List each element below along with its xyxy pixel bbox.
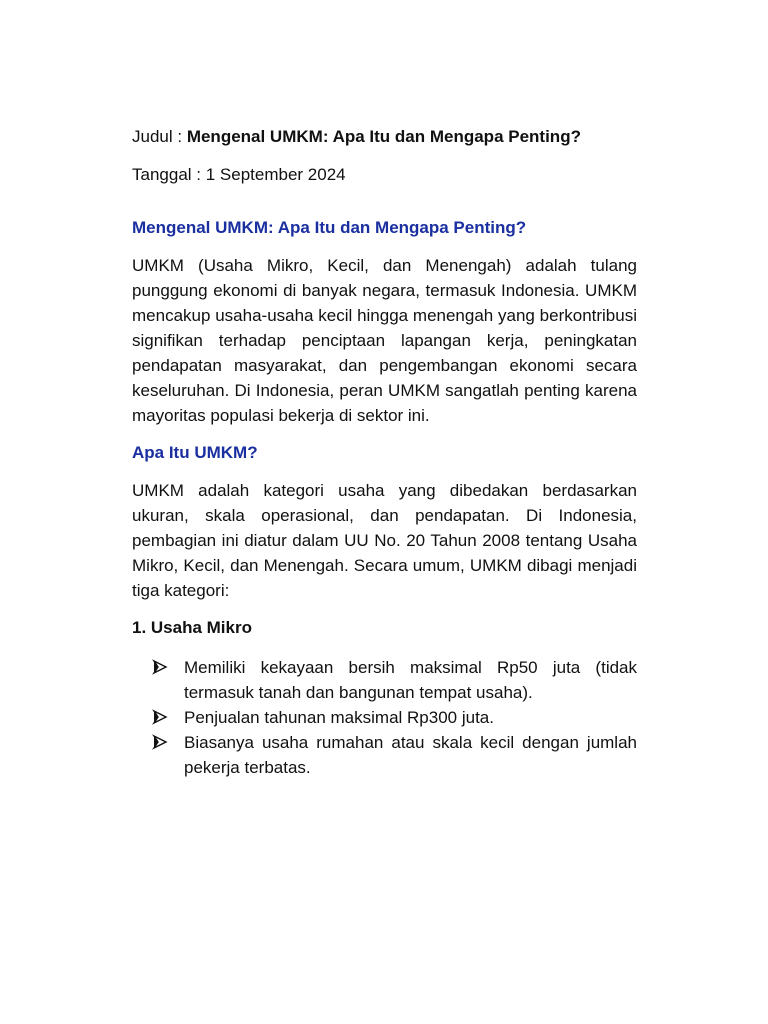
title-value: Mengenal UMKM: Apa Itu dan Mengapa Penting? [186, 127, 581, 146]
title-line [132, 124, 637, 150]
date-line [132, 162, 637, 188]
list-item-text: Memiliki kekayaan bersih maksimal Rp50 juta (tidak termasuk tanah dan bangunan tempat usaha). [184, 658, 637, 702]
arrow-bullet-icon [152, 659, 168, 675]
section-body-intro: UMKM (Usaha Mikro, Kecil, dan Menengah) adalah tulang punggung ekonomi di banyak negara, termasuk Indonesia. UMKM mencakup usaha-usaha kecil hingga menengah yang berkontribusi signifikan terhadap penciptaan lapangan kerja, peningkatan pendapatan masyarakat, dan pengembangan ekonomi secara keseluruhan. Di Indonesia, peran UMKM sangatlah penting karena mayoritas populasi bekerja di sektor ini. [132, 256, 637, 425]
section-heading-what-is: Apa Itu UMKM? [132, 443, 258, 462]
date-value: 1 September 2024 [205, 165, 346, 184]
document-content [132, 124, 637, 780]
category-bullet-list [132, 655, 637, 780]
section-body-what-is: UMKM adalah kategori usaha yang dibedakan berdasarkan ukuran, skala operasional, dan pendapatan. Di Indonesia, pembagian ini diatur dalam UU No. 20 Tahun 2008 tentang Usaha Mikro, Kecil, dan Menengah. Secara umum, UMKM dibagi menjadi tiga kategori: [132, 481, 637, 600]
list-item [132, 705, 637, 730]
section-heading-intro: Mengenal UMKM: Apa Itu dan Mengapa Penting? [132, 218, 527, 237]
date-label: Tanggal : [132, 165, 206, 184]
category-heading: 1. Usaha Mikro [132, 618, 252, 637]
list-item-text: Penjualan tahunan maksimal Rp300 juta. [184, 708, 494, 727]
arrow-bullet-icon [152, 734, 168, 750]
arrow-bullet-icon [152, 709, 168, 725]
list-item-text: Biasanya usaha rumahan atau skala kecil dengan jumlah pekerja terbatas. [184, 733, 637, 777]
title-label: Judul : [132, 127, 187, 146]
list-item [132, 730, 637, 780]
list-item [132, 655, 637, 705]
